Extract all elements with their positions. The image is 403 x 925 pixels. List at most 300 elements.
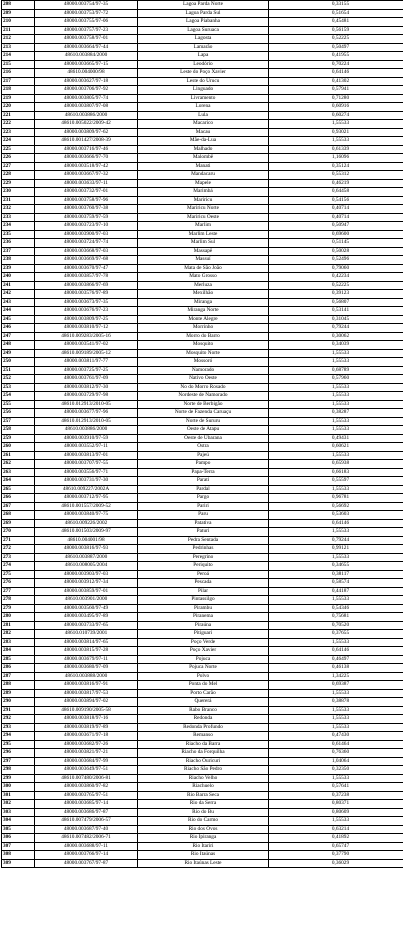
row-number-cell: 281 <box>2 621 35 630</box>
process-number-cell: 48000.003676/97-23 <box>35 307 138 316</box>
value-cell: 0,65938 <box>269 460 403 469</box>
process-number-cell: 48000.003807/97-08 <box>35 103 138 112</box>
process-number-cell: 48610.003886/2000 <box>35 426 138 435</box>
process-number-cell: 48000.003733/97-65 <box>35 621 138 630</box>
value-cell: 1,55533 <box>269 638 403 647</box>
table-row <box>2 188 403 197</box>
process-number-cell: 48000.003560/97-49 <box>35 604 138 613</box>
row-number-cell: 264 <box>2 477 35 486</box>
table-row <box>2 366 403 375</box>
value-cell: 1,04064 <box>269 757 403 766</box>
process-number-cell: 48000.003754/97-35 <box>35 1 138 10</box>
value-cell: 0,57941 <box>269 86 403 95</box>
value-cell: 0,52225 <box>269 35 403 44</box>
table-row <box>2 196 403 205</box>
row-number-cell: 261 <box>2 451 35 460</box>
row-number-cell: 266 <box>2 494 35 503</box>
table-row <box>2 672 403 681</box>
value-cell: 1,55533 <box>269 689 403 698</box>
process-number-cell: 48000.003664/97-44 <box>35 43 138 52</box>
value-cell: 1,16096 <box>269 154 403 163</box>
value-cell: 0,56692 <box>269 502 403 511</box>
table-row <box>2 766 403 775</box>
process-number-cell: 48000.003767/97-87 <box>35 859 138 868</box>
value-cell: 0,57641 <box>269 783 403 792</box>
process-number-cell: 48000.003753/97-72 <box>35 9 138 18</box>
table-row <box>2 604 403 613</box>
value-cell: 0,69600 <box>269 230 403 239</box>
process-number-cell: 48000.003757/97-23 <box>35 26 138 35</box>
process-number-cell: 48000.003668/97-03 <box>35 247 138 256</box>
process-number-cell: 48000.003760/97-38 <box>35 205 138 214</box>
field-name-cell: Pintassilgo <box>138 596 269 605</box>
process-number-cell: 48000.003724/97-74 <box>35 239 138 248</box>
value-cell: 0,46138 <box>269 664 403 673</box>
row-number-cell: 252 <box>2 375 35 384</box>
field-name-cell: Pirambu <box>138 604 269 613</box>
field-name-cell: Marlim Sul <box>138 239 269 248</box>
row-number-cell: 240 <box>2 273 35 282</box>
field-name-cell: Rio dos Ovos <box>138 825 269 834</box>
table-row <box>2 417 403 426</box>
table-row <box>2 298 403 307</box>
row-number-cell: 245 <box>2 315 35 324</box>
table-row <box>2 77 403 86</box>
row-number-cell: 279 <box>2 604 35 613</box>
field-name-cell: Redonda <box>138 715 269 724</box>
process-number-cell: 48000.003818/97-16 <box>35 715 138 724</box>
value-cell: 0,66183 <box>269 468 403 477</box>
value-cell: 0,71280 <box>269 94 403 103</box>
value-cell: 0,50028 <box>269 247 403 256</box>
field-name-cell: Livramento <box>138 94 269 103</box>
row-number-cell: 308 <box>2 851 35 860</box>
row-number-cell: 208 <box>2 1 35 10</box>
value-cell: 0,34039 <box>269 341 403 350</box>
table-row <box>2 43 403 52</box>
table-row <box>2 324 403 333</box>
process-number-cell: 48000.003765/97-51 <box>35 791 138 800</box>
field-name-cell: Remanso <box>138 732 269 741</box>
process-number-cell: 48000.003723/97-10 <box>35 222 138 231</box>
table-row <box>2 630 403 639</box>
field-name-cell: Lagosta <box>138 35 269 44</box>
value-cell: 0,69387 <box>269 681 403 690</box>
value-cell: 0,42234 <box>269 273 403 282</box>
row-number-cell: 267 <box>2 502 35 511</box>
process-number-cell: 48000.003627/97-18 <box>35 77 138 86</box>
process-number-cell: 48000.003840/97-75 <box>35 511 138 520</box>
table-row <box>2 60 403 69</box>
table-row <box>2 179 403 188</box>
value-cell: 1,55533 <box>269 358 403 367</box>
process-number-cell: 48610.003886/2000 <box>35 111 138 120</box>
process-number-cell: 48000.003495/97-89 <box>35 613 138 622</box>
value-cell: 0,61464 <box>269 740 403 749</box>
value-cell: 0,60916 <box>269 103 403 112</box>
value-cell: 1,55533 <box>269 426 403 435</box>
field-name-cell: Macau <box>138 128 269 137</box>
row-number-cell: 304 <box>2 817 35 826</box>
value-cell: 0,79244 <box>269 324 403 333</box>
table-row <box>2 757 403 766</box>
row-number-cell: 212 <box>2 35 35 44</box>
value-cell: 1,55533 <box>269 553 403 562</box>
value-cell: 0,38287 <box>269 409 403 418</box>
process-number-cell: 48000.003688/97-11 <box>35 842 138 851</box>
field-name-cell: Marlim <box>138 222 269 231</box>
field-name-cell: Riacho Velho <box>138 774 269 783</box>
field-name-cell: Miranga Norte <box>138 307 269 316</box>
value-cell: 0,46497 <box>269 655 403 664</box>
value-cell: 0,57960 <box>269 375 403 384</box>
field-name-cell: Linguado <box>138 86 269 95</box>
field-name-cell: Mexilhão <box>138 290 269 299</box>
field-name-cell: Riacho São Pedro <box>138 766 269 775</box>
table-row <box>2 715 403 724</box>
row-number-cell: 282 <box>2 630 35 639</box>
value-cell: 1,55533 <box>269 528 403 537</box>
value-cell: 0,70520 <box>269 621 403 630</box>
row-number-cell: 274 <box>2 562 35 571</box>
table-row <box>2 103 403 112</box>
row-number-cell: 277 <box>2 587 35 596</box>
table-row <box>2 86 403 95</box>
value-cell: 0,60621 <box>269 443 403 452</box>
table-row <box>2 851 403 860</box>
field-name-cell: Porto Carão <box>138 689 269 698</box>
value-cell: 0,44187 <box>269 587 403 596</box>
field-name-cell: Mata de São João <box>138 264 269 273</box>
value-cell: 1,55533 <box>269 137 403 146</box>
value-cell: 0,40714 <box>269 205 403 214</box>
process-number-cell: 48000.003816/97-93 <box>35 545 138 554</box>
field-name-cell: Paru <box>138 511 269 520</box>
row-number-cell: 253 <box>2 383 35 392</box>
value-cell: 0,99121 <box>269 545 403 554</box>
value-cell: 0,36029 <box>269 859 403 868</box>
field-name-cell: Pajeú <box>138 451 269 460</box>
field-name-cell: Pojuca Norte <box>138 664 269 673</box>
table-row <box>2 536 403 545</box>
field-name-cell: Mapele <box>138 179 269 188</box>
row-number-cell: 236 <box>2 239 35 248</box>
process-number-cell: 48610.012913/2010-05 <box>35 400 138 409</box>
value-cell: 0,35124 <box>269 162 403 171</box>
row-number-cell: 276 <box>2 579 35 588</box>
field-name-cell: Leste do Poço Xavier <box>138 69 269 78</box>
value-cell: 0,49431 <box>269 434 403 443</box>
value-cell: 0,32350 <box>269 766 403 775</box>
row-number-cell: 280 <box>2 613 35 622</box>
table-row <box>2 477 403 486</box>
field-name-cell: Poço Xavier <box>138 647 269 656</box>
table-row <box>2 698 403 707</box>
process-number-cell: 48000.003766/97-14 <box>35 851 138 860</box>
row-number-cell: 270 <box>2 528 35 537</box>
field-name-cell: Lorena <box>138 103 269 112</box>
field-name-cell: Monte Alegre <box>138 315 269 324</box>
process-number-cell: 48000.003666/97-70 <box>35 154 138 163</box>
process-number-cell: 48000.003805/97-74 <box>35 94 138 103</box>
process-number-cell: 48000.003667/97-32 <box>35 171 138 180</box>
row-number-cell: 241 <box>2 281 35 290</box>
field-name-cell: Rio Itaúnas Leste <box>138 859 269 868</box>
value-cell: 1,55533 <box>269 817 403 826</box>
process-number-cell: 48000.003761/97-09 <box>35 375 138 384</box>
value-cell: 0,46219 <box>269 179 403 188</box>
process-number-cell: 48610.005022/2009-42 <box>35 120 138 129</box>
process-number-cell: 48000.003811/97-77 <box>35 358 138 367</box>
field-name-cell: Riacho da Barra <box>138 740 269 749</box>
process-number-cell: 48000.003552/97-11 <box>35 443 138 452</box>
process-number-cell: 48000.003759/97-59 <box>35 213 138 222</box>
process-number-cell: 48000.003821/97-21 <box>35 749 138 758</box>
process-number-cell: 48000.003912/97-34 <box>35 579 138 588</box>
row-number-cell: 260 <box>2 443 35 452</box>
table-row <box>2 69 403 78</box>
table-row <box>2 638 403 647</box>
row-number-cell: 291 <box>2 706 35 715</box>
value-cell: 0,30062 <box>269 332 403 341</box>
value-cell: 0,52225 <box>269 281 403 290</box>
field-name-cell: Marlim Leste <box>138 230 269 239</box>
field-name-cell: Lagoa Parda Sul <box>138 9 269 18</box>
table-row <box>2 111 403 120</box>
row-number-cell: 306 <box>2 834 35 843</box>
table-row <box>2 689 403 698</box>
table-row <box>2 579 403 588</box>
table-row <box>2 307 403 316</box>
process-number-cell: 48000.003819/97-89 <box>35 723 138 732</box>
value-cell: 0,38117 <box>269 570 403 579</box>
process-number-cell: 48000.003686/97-87 <box>35 808 138 817</box>
value-cell: 0,64146 <box>269 519 403 528</box>
row-number-cell: 296 <box>2 749 35 758</box>
value-cell: 0,64146 <box>269 69 403 78</box>
table-row <box>2 315 403 324</box>
row-number-cell: 225 <box>2 145 35 154</box>
table-row <box>2 222 403 231</box>
field-name-cell: Rabo Branco <box>138 706 269 715</box>
process-number-cell: 48000.003810/97-12 <box>35 324 138 333</box>
field-name-cell: Ponta do Mel <box>138 681 269 690</box>
value-cell: 0,93021 <box>269 128 403 137</box>
table-row <box>2 808 403 817</box>
table-row <box>2 502 403 511</box>
field-name-cell: Lula <box>138 111 269 120</box>
field-name-cell: Leste do Urucu <box>138 77 269 86</box>
table-row <box>2 349 403 358</box>
field-name-cell: Norte de Sururu <box>138 417 269 426</box>
row-number-cell: 305 <box>2 825 35 834</box>
process-number-cell: 48000.003814/97-65 <box>35 638 138 647</box>
table-row <box>2 706 403 715</box>
value-cell: 0,79244 <box>269 536 403 545</box>
table-row <box>2 426 403 435</box>
row-number-cell: 301 <box>2 791 35 800</box>
field-name-cell: Papa-Terra <box>138 468 269 477</box>
process-number-cell: 48610.007482/2006-71 <box>35 834 138 843</box>
process-number-cell: 48610.012913/2010-05 <box>35 417 138 426</box>
field-name-cell: Malhado <box>138 145 269 154</box>
value-cell: 0,53141 <box>269 307 403 316</box>
table-row <box>2 460 403 469</box>
field-name-cell: Pariri <box>138 502 269 511</box>
table-row <box>2 570 403 579</box>
value-cell: 0,80609 <box>269 808 403 817</box>
field-name-cell: Mosquito <box>138 341 269 350</box>
field-name-cell: Pargo <box>138 494 269 503</box>
row-number-cell: 215 <box>2 60 35 69</box>
table-row <box>2 774 403 783</box>
value-cell: 1,55533 <box>269 596 403 605</box>
row-number-cell: 290 <box>2 698 35 707</box>
process-number-cell: 48000.003859/97-01 <box>35 587 138 596</box>
process-number-cell: 48000.003685/97-14 <box>35 800 138 809</box>
process-number-cell: 48000.003671/97-18 <box>35 732 138 741</box>
table-row <box>2 749 403 758</box>
value-cell: 0,51145 <box>269 239 403 248</box>
field-name-cell: Oeste de Ubarana <box>138 434 269 443</box>
process-number-cell: 48000.003732/97-01 <box>35 188 138 197</box>
row-number-cell: 237 <box>2 247 35 256</box>
field-name-cell: Piranema <box>138 613 269 622</box>
table-row <box>2 213 403 222</box>
row-number-cell: 210 <box>2 18 35 27</box>
process-number-cell: 48610.007480/2006-81 <box>35 774 138 783</box>
value-cell: 0,55597 <box>269 477 403 486</box>
row-number-cell: 251 <box>2 366 35 375</box>
process-number-cell: 48000.003866/97-69 <box>35 281 138 290</box>
field-name-cell: Pilar <box>138 587 269 596</box>
table-row <box>2 545 403 554</box>
table-row <box>2 596 403 605</box>
row-number-cell: 220 <box>2 103 35 112</box>
value-cell: 0,54156 <box>269 196 403 205</box>
process-number-cell: 48000.003816/97-91 <box>35 681 138 690</box>
value-cell: 0,63214 <box>269 825 403 834</box>
value-cell: 0,75681 <box>269 613 403 622</box>
table-row <box>2 171 403 180</box>
value-cell: 0,53603 <box>269 511 403 520</box>
value-cell: 0,38878 <box>269 698 403 707</box>
table-row <box>2 35 403 44</box>
row-number-cell: 250 <box>2 358 35 367</box>
table-row <box>2 18 403 27</box>
process-number-cell: 48000.003731/97-30 <box>35 477 138 486</box>
row-number-cell: 258 <box>2 426 35 435</box>
table-row <box>2 375 403 384</box>
table-row <box>2 587 403 596</box>
value-cell: 1,55533 <box>269 120 403 129</box>
field-name-cell: Rio Ipiranga <box>138 834 269 843</box>
value-cell: 0,52496 <box>269 256 403 265</box>
process-number-cell: 48610.001557/2009-52 <box>35 502 138 511</box>
process-number-cell: 48000.003894/97-02 <box>35 698 138 707</box>
row-number-cell: 223 <box>2 128 35 137</box>
field-name-cell: Riacho Ouricuri <box>138 757 269 766</box>
table-row <box>2 273 403 282</box>
table-row <box>2 9 403 18</box>
row-number-cell: 214 <box>2 52 35 61</box>
row-number-cell: 287 <box>2 672 35 681</box>
process-number-cell: 48000.003903/97-03 <box>35 570 138 579</box>
row-number-cell: 216 <box>2 69 35 78</box>
process-number-cell: 48000.003673/97-35 <box>35 298 138 307</box>
process-number-cell: 48000.003712/97-95 <box>35 494 138 503</box>
table-row <box>2 120 403 129</box>
process-number-cell: 48000.003669/97-68 <box>35 256 138 265</box>
value-cell: 0,39123 <box>269 290 403 299</box>
field-name-cell: Periquito <box>138 562 269 571</box>
row-number-cell: 256 <box>2 409 35 418</box>
field-name-cell: Rio da Serra <box>138 800 269 809</box>
process-number-cell: 48610.009189/2005-12 <box>35 349 138 358</box>
row-number-cell: 300 <box>2 783 35 792</box>
row-number-cell: 263 <box>2 468 35 477</box>
row-number-cell: 232 <box>2 205 35 214</box>
value-cell: 1,55533 <box>269 715 403 724</box>
row-number-cell: 303 <box>2 808 35 817</box>
field-name-cell: Pojuca <box>138 655 269 664</box>
table-row <box>2 247 403 256</box>
row-number-cell: 235 <box>2 230 35 239</box>
table-row <box>2 52 403 61</box>
table-row <box>2 511 403 520</box>
field-name-cell: Lagoa Piabanha <box>138 18 269 27</box>
field-name-cell: Marimbá <box>138 188 269 197</box>
field-name-cell: Mossoró <box>138 358 269 367</box>
row-number-cell: 213 <box>2 43 35 52</box>
process-number-cell: 48000.003680/97-09 <box>35 664 138 673</box>
row-number-cell: 249 <box>2 349 35 358</box>
process-number-cell: 48610.007479/2006-57 <box>35 817 138 826</box>
field-name-cell: Massapê <box>138 247 269 256</box>
table-row <box>2 162 403 171</box>
row-number-cell: 302 <box>2 800 35 809</box>
row-number-cell: 244 <box>2 307 35 316</box>
value-cell: 0,41302 <box>269 77 403 86</box>
row-number-cell: 239 <box>2 264 35 273</box>
value-cell: 1,55533 <box>269 485 403 494</box>
row-number-cell: 230 <box>2 188 35 197</box>
field-name-cell: Riacho da Forquilha <box>138 749 269 758</box>
table-row <box>2 128 403 137</box>
table-row <box>2 392 403 401</box>
process-number-cell: 48000.003900/97-03 <box>35 230 138 239</box>
row-number-cell: 272 <box>2 545 35 554</box>
table-row <box>2 239 403 248</box>
process-number-cell: 48000.003755/97-06 <box>35 18 138 27</box>
table-row <box>2 332 403 341</box>
row-number-cell: 286 <box>2 664 35 673</box>
field-name-cell: Lagoa Parda Norte <box>138 1 269 10</box>
table-row <box>2 281 403 290</box>
table-row <box>2 400 403 409</box>
row-number-cell: 228 <box>2 171 35 180</box>
row-number-cell: 278 <box>2 596 35 605</box>
table-row <box>2 468 403 477</box>
row-number-cell: 289 <box>2 689 35 698</box>
process-number-cell: 48000.003649/97-51 <box>35 766 138 775</box>
value-cell: 0,64146 <box>269 647 403 656</box>
table-row <box>2 655 403 664</box>
value-cell: 0,76360 <box>269 749 403 758</box>
field-name-cell: Peregrino <box>138 553 269 562</box>
field-name-cell: Mariricu <box>138 196 269 205</box>
value-cell: 0,40714 <box>269 213 403 222</box>
